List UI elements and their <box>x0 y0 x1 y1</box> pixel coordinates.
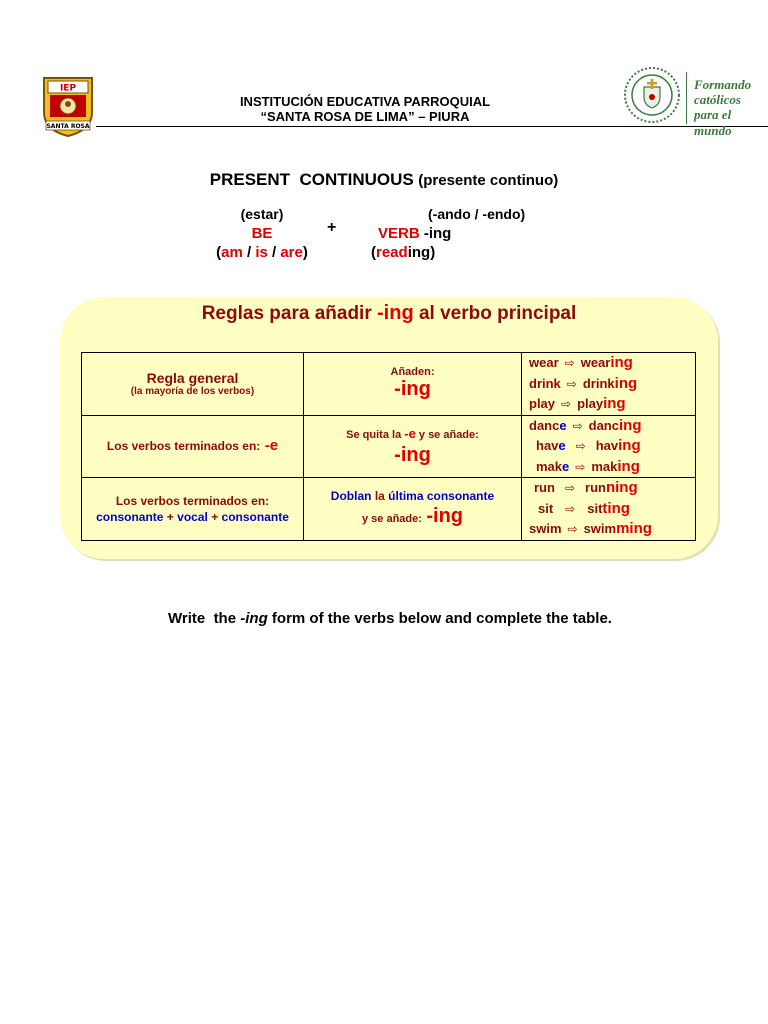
ing-suffix: ing <box>603 395 626 412</box>
arrow-right-icon: ⇨ <box>567 522 578 536</box>
ing-suffix: ing <box>617 457 640 475</box>
form-are: are <box>280 244 303 261</box>
slogan-line: para el mundo <box>694 107 732 138</box>
rule-title: Regla general <box>146 370 239 387</box>
logo-bottom-text: SANTA ROSA <box>46 123 90 130</box>
arrow-right-icon: ⇨ <box>572 418 583 433</box>
page-title <box>0 170 768 190</box>
ing-stem: wear <box>580 355 611 370</box>
formula-verb-ing <box>378 225 451 242</box>
base-verb: wear <box>529 355 559 370</box>
ing-stem: sit <box>587 500 603 516</box>
ing-suffix: ting <box>602 499 630 517</box>
pattern-vowel: vocal <box>177 509 208 524</box>
ing-suffix: ing <box>618 437 641 454</box>
base-stem: hav <box>536 438 559 453</box>
rules-heading-post: al verbo principal <box>418 303 577 324</box>
ing-stem: run <box>585 480 606 495</box>
ing-stem: drink <box>582 375 615 391</box>
change-cell <box>304 353 522 416</box>
example-line <box>522 416 695 437</box>
arrow-right-icon: ⇨ <box>564 356 575 370</box>
ing-suffix: ing <box>610 354 633 371</box>
formula-be: BE <box>251 225 273 242</box>
example-line <box>522 374 695 395</box>
pattern-consonant: consonante <box>96 509 164 524</box>
pattern-plus: + <box>211 509 219 524</box>
ing-stem: hav <box>595 438 619 453</box>
header-divider <box>96 126 768 127</box>
base-stem: danc <box>529 417 560 433</box>
example-line <box>522 478 695 499</box>
pattern-consonant: consonante <box>221 509 289 524</box>
ing-suffix: ning <box>605 479 638 496</box>
change-text <box>304 426 521 441</box>
slogan-line: Formando <box>694 77 752 92</box>
institution-name: INSTITUCIÓN EDUCATIVA PARROQUIAL <box>239 94 491 109</box>
formula-right-note: (-ando / -endo) <box>428 206 526 222</box>
ing-stem: swim <box>583 521 617 536</box>
base-e: e <box>558 438 566 453</box>
seal-divider <box>686 72 687 124</box>
formula-example: (reading) <box>371 244 436 261</box>
rules-heading-pre: Reglas para añadir <box>201 303 372 324</box>
diocese-seal-icon <box>620 65 684 125</box>
examples-cell <box>522 478 696 541</box>
change-text: Añaden: <box>390 366 435 379</box>
rule-cell <box>82 478 304 541</box>
change-text-pre: Se quita la <box>346 428 402 441</box>
change-e: -e <box>404 425 416 441</box>
ing-suffix: ing <box>614 374 638 392</box>
rule-text: Los verbos terminados en: <box>106 439 261 454</box>
change-text: y se añade: <box>361 513 422 526</box>
base-verb: drink <box>529 375 561 391</box>
ing-suffix: ing <box>618 416 642 434</box>
arrow-right-icon: ⇨ <box>575 459 586 474</box>
base-verb: play <box>529 396 556 411</box>
change-ing: -ing <box>394 378 431 401</box>
slogan-line: católicos <box>694 92 741 107</box>
ing-suffix: ming <box>616 520 652 537</box>
ing-stem: play <box>577 396 604 411</box>
institution-location: “SANTA ROSA DE LIMA” – PIURA <box>260 109 470 124</box>
form-is: is <box>255 244 268 261</box>
rule-cell <box>82 353 304 416</box>
school-crest-logo <box>40 76 96 138</box>
arrow-right-icon: ⇨ <box>564 481 576 495</box>
instruction-pre: Write the <box>168 610 237 627</box>
rule-cell <box>82 415 304 478</box>
arrow-right-icon: ⇨ <box>561 397 572 411</box>
rules-heading <box>60 302 718 325</box>
example-suffix: ing <box>407 244 431 261</box>
rule-ending: -e <box>264 437 279 455</box>
instruction-ing: -ing <box>240 610 268 627</box>
change-cell <box>304 478 522 541</box>
exercise-instruction <box>0 610 768 627</box>
change-line-1 <box>304 489 521 503</box>
base-e: e <box>562 458 570 474</box>
formula-plus: + <box>327 219 337 236</box>
change-double: Doblan <box>330 489 372 504</box>
rules-heading-ing: -ing <box>377 302 414 324</box>
base-verb: sit <box>538 500 554 516</box>
example-line <box>522 457 695 478</box>
form-am: am <box>221 244 243 261</box>
examples-cell <box>522 415 696 478</box>
change-cell <box>304 415 522 478</box>
pattern-plus: + <box>166 509 174 524</box>
formula-be-forms: (am / is / are) <box>216 244 308 261</box>
formula-left-note: (estar) <box>240 206 284 222</box>
change-ing: -ing <box>426 505 464 528</box>
example-stem: read <box>376 244 408 261</box>
change-la: la <box>374 489 385 504</box>
rules-table <box>81 352 696 541</box>
arrow-right-icon: ⇨ <box>575 439 586 453</box>
example-line <box>522 353 695 374</box>
ing-stem: mak <box>591 458 618 474</box>
arrow-right-icon: ⇨ <box>566 376 577 391</box>
instruction-post: form of the verbs below and complete the table. <box>271 610 612 627</box>
ing-stem: danc <box>588 417 619 433</box>
change-text-post: y se añade: <box>418 428 479 441</box>
table-row <box>82 478 696 541</box>
change-line-2 <box>304 505 521 528</box>
formula-ing: -ing <box>423 225 452 242</box>
base-e: e <box>559 417 567 433</box>
example-line <box>522 394 695 415</box>
example-line <box>522 499 695 520</box>
logo-top-text: IEP <box>59 83 77 94</box>
table-row <box>82 415 696 478</box>
title-subtitle: (presente continuo) <box>418 172 559 189</box>
arrow-right-icon: ⇨ <box>565 501 576 516</box>
examples-cell <box>522 353 696 416</box>
example-line <box>522 436 695 457</box>
base-stem: mak <box>536 458 563 474</box>
change-last-consonant: última consonante <box>388 489 495 504</box>
title-main: PRESENT CONTINUOUS <box>209 170 414 189</box>
base-verb: swim <box>529 521 562 536</box>
formula-verb: VERB <box>378 225 420 242</box>
table-row <box>82 353 696 416</box>
rule-text: Los verbos terminados en: <box>115 493 270 508</box>
rule-subtitle: (la mayoría de los verbos) <box>130 386 255 398</box>
rule-pattern <box>82 510 303 524</box>
base-verb: run <box>534 480 555 495</box>
example-line <box>522 519 695 540</box>
change-ing: -ing <box>394 443 431 466</box>
